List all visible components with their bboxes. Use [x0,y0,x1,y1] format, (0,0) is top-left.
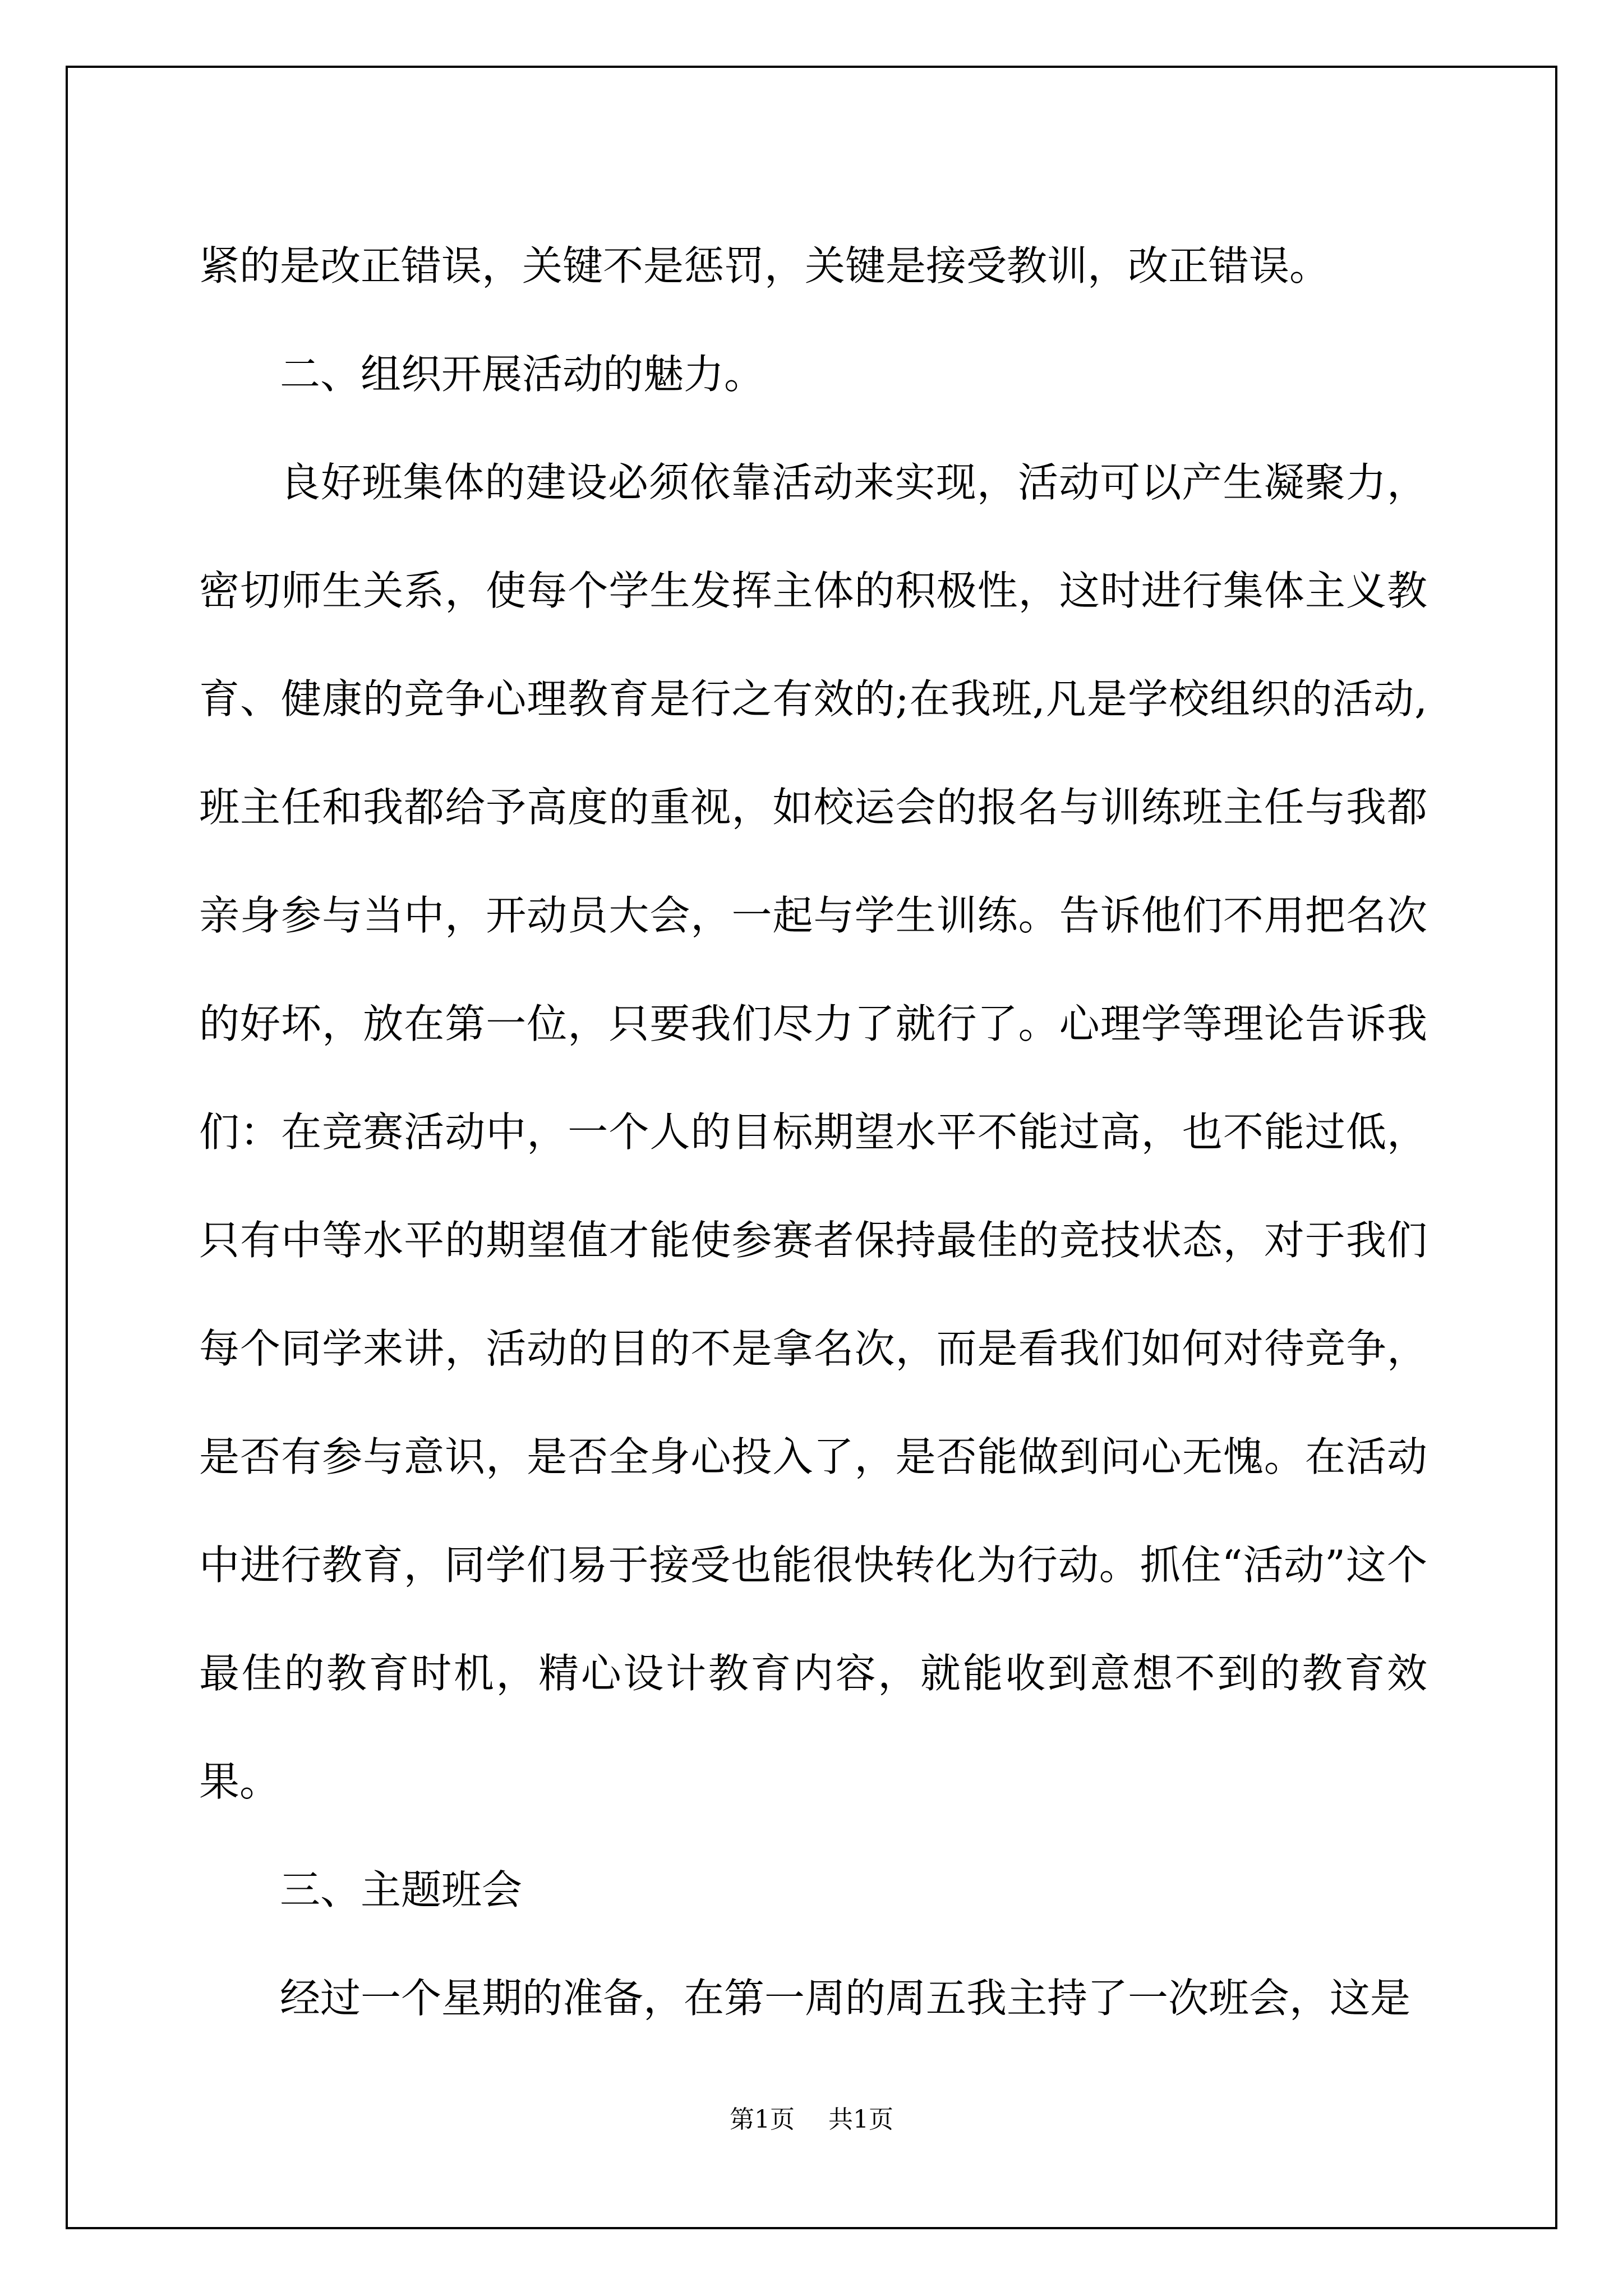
section-heading-2: 二、组织开展活动的魅力。 [280,351,765,398]
paragraph-continuation: 紧的是改正错误，关键不是惩罚，关键是接受教训，改正错误。 [199,242,1330,289]
page-footer [0,2099,1623,2135]
section-heading-3: 三、主题班会 [280,1866,523,1913]
page-number: 第1页 [730,2105,795,2134]
page-total: 共1页 [828,2105,893,2134]
paragraph-class-meeting: 经过一个星期的准备，在第一周的周五我主持了一次班会，这是 [280,1975,1411,2022]
document-body [199,212,1427,2053]
paragraph-activities: 良好班集体的建设必须依靠活动来实现，活动可以产生凝聚力，密切师生关系，使每个学生发挥主体的积极性，这时进行集体主义教育、健康的竞争心理教育是行之有效的;在我班,凡是学校组织的活动,班主任和我都给予高度的重视，如校运会的报名与训练班主任与我都亲身参与当中，开动员大会，一起与学生训练。告诉他们不用把名次的好坏，放在第一位，只要我们尽力了就行了。心理学等理论告诉我们：在竞赛活动中，一个人的目标期望水平不能过高，也不能过低，只有中等水平的期望值才能使参赛者保持最佳的竞技状态，对于我们每个同学来讲，活动的目的不是拿名次，而是看我们如何对待竞争，是否有参与意识，是否全身心投入了，是否能做到问心无愧。在活动中进行教育，同学们易于接受也能很快转化为行动。抓住“活动”这个最佳的教育时机，精心设计教育内容，就能收到意想不到的教育效果。 [199,459,1427,1805]
